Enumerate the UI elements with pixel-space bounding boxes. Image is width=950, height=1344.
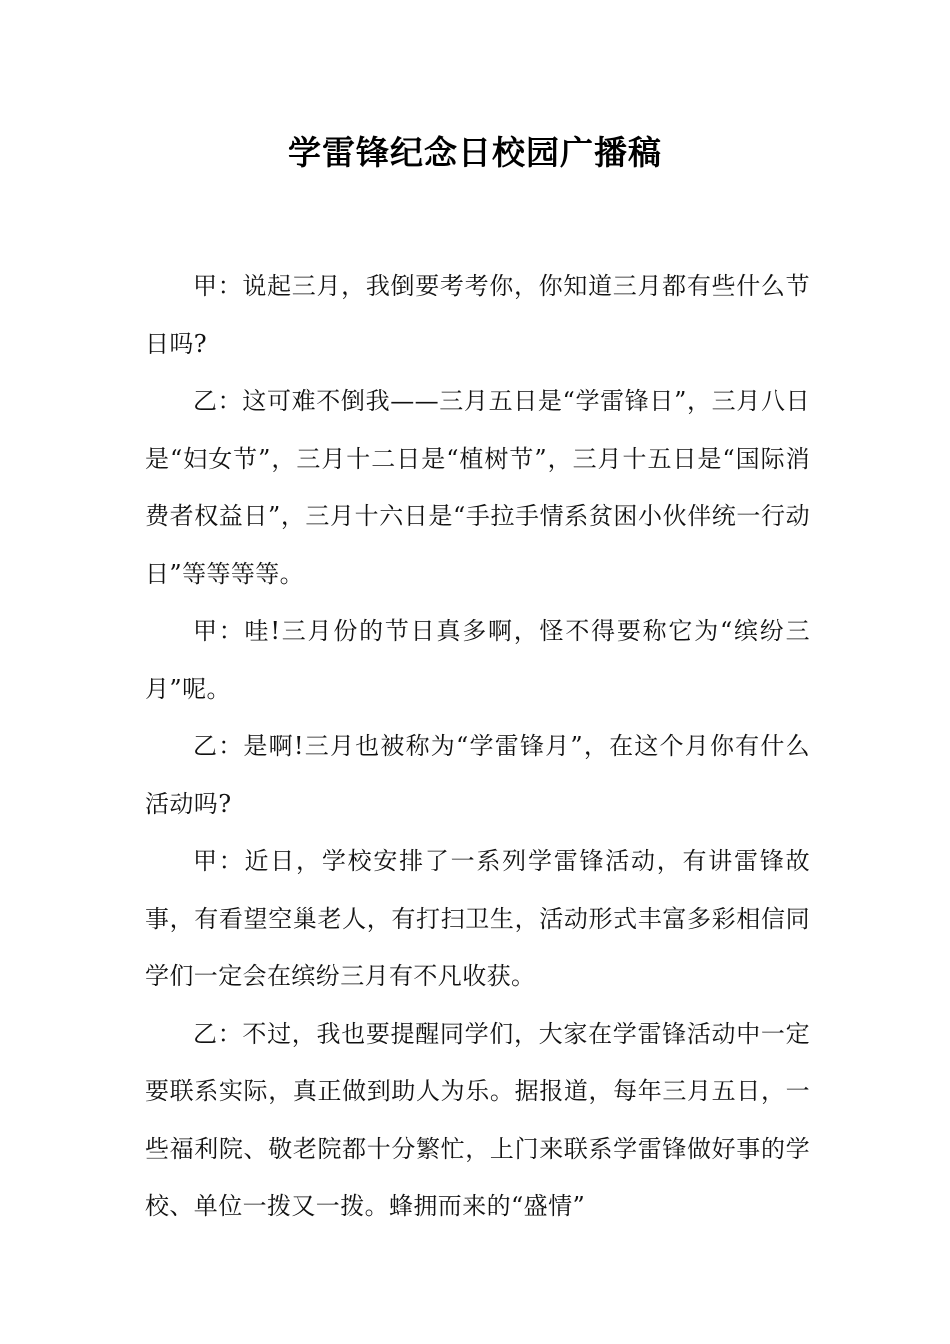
document-body xyxy=(145,258,810,1236)
paragraph: 甲：哇!三月份的节日真多啊，怪不得要称它为“缤纷三月”呢。 xyxy=(145,617,810,703)
paragraph: 乙：这可难不倒我——三月五日是“学雷锋日”，三月八日是“妇女节”，三月十二日是“植树节”，三月十五日是“国际消费者权益日”，三月十六日是“手拉手情系贫困小伙伴统一行动日”等等等等。 xyxy=(145,387,810,588)
paragraph: 乙：是啊!三月也被称为“学雷锋月”，在这个月你有什么活动吗? xyxy=(145,732,810,818)
paragraph: 甲：近日，学校安排了一系列学雷锋活动，有讲雷锋故事，有看望空巢老人，有打扫卫生，活动形式丰富多彩相信同学们一定会在缤纷三月有不凡收获。 xyxy=(145,847,810,990)
paragraph: 乙：不过，我也要提醒同学们，大家在学雷锋活动中一定要联系实际，真正做到助人为乐。据报道，每年三月五日，一些福利院、敬老院都十分繁忙，上门来联系学雷锋做好事的学校、单位一拨又一拨。蜂拥而来的“盛情” xyxy=(145,1019,810,1220)
paragraph: 甲：说起三月，我倒要考考你，你知道三月都有些什么节日吗? xyxy=(145,272,810,358)
document-title: 学雷锋纪念日校园广播稿 xyxy=(288,133,662,172)
